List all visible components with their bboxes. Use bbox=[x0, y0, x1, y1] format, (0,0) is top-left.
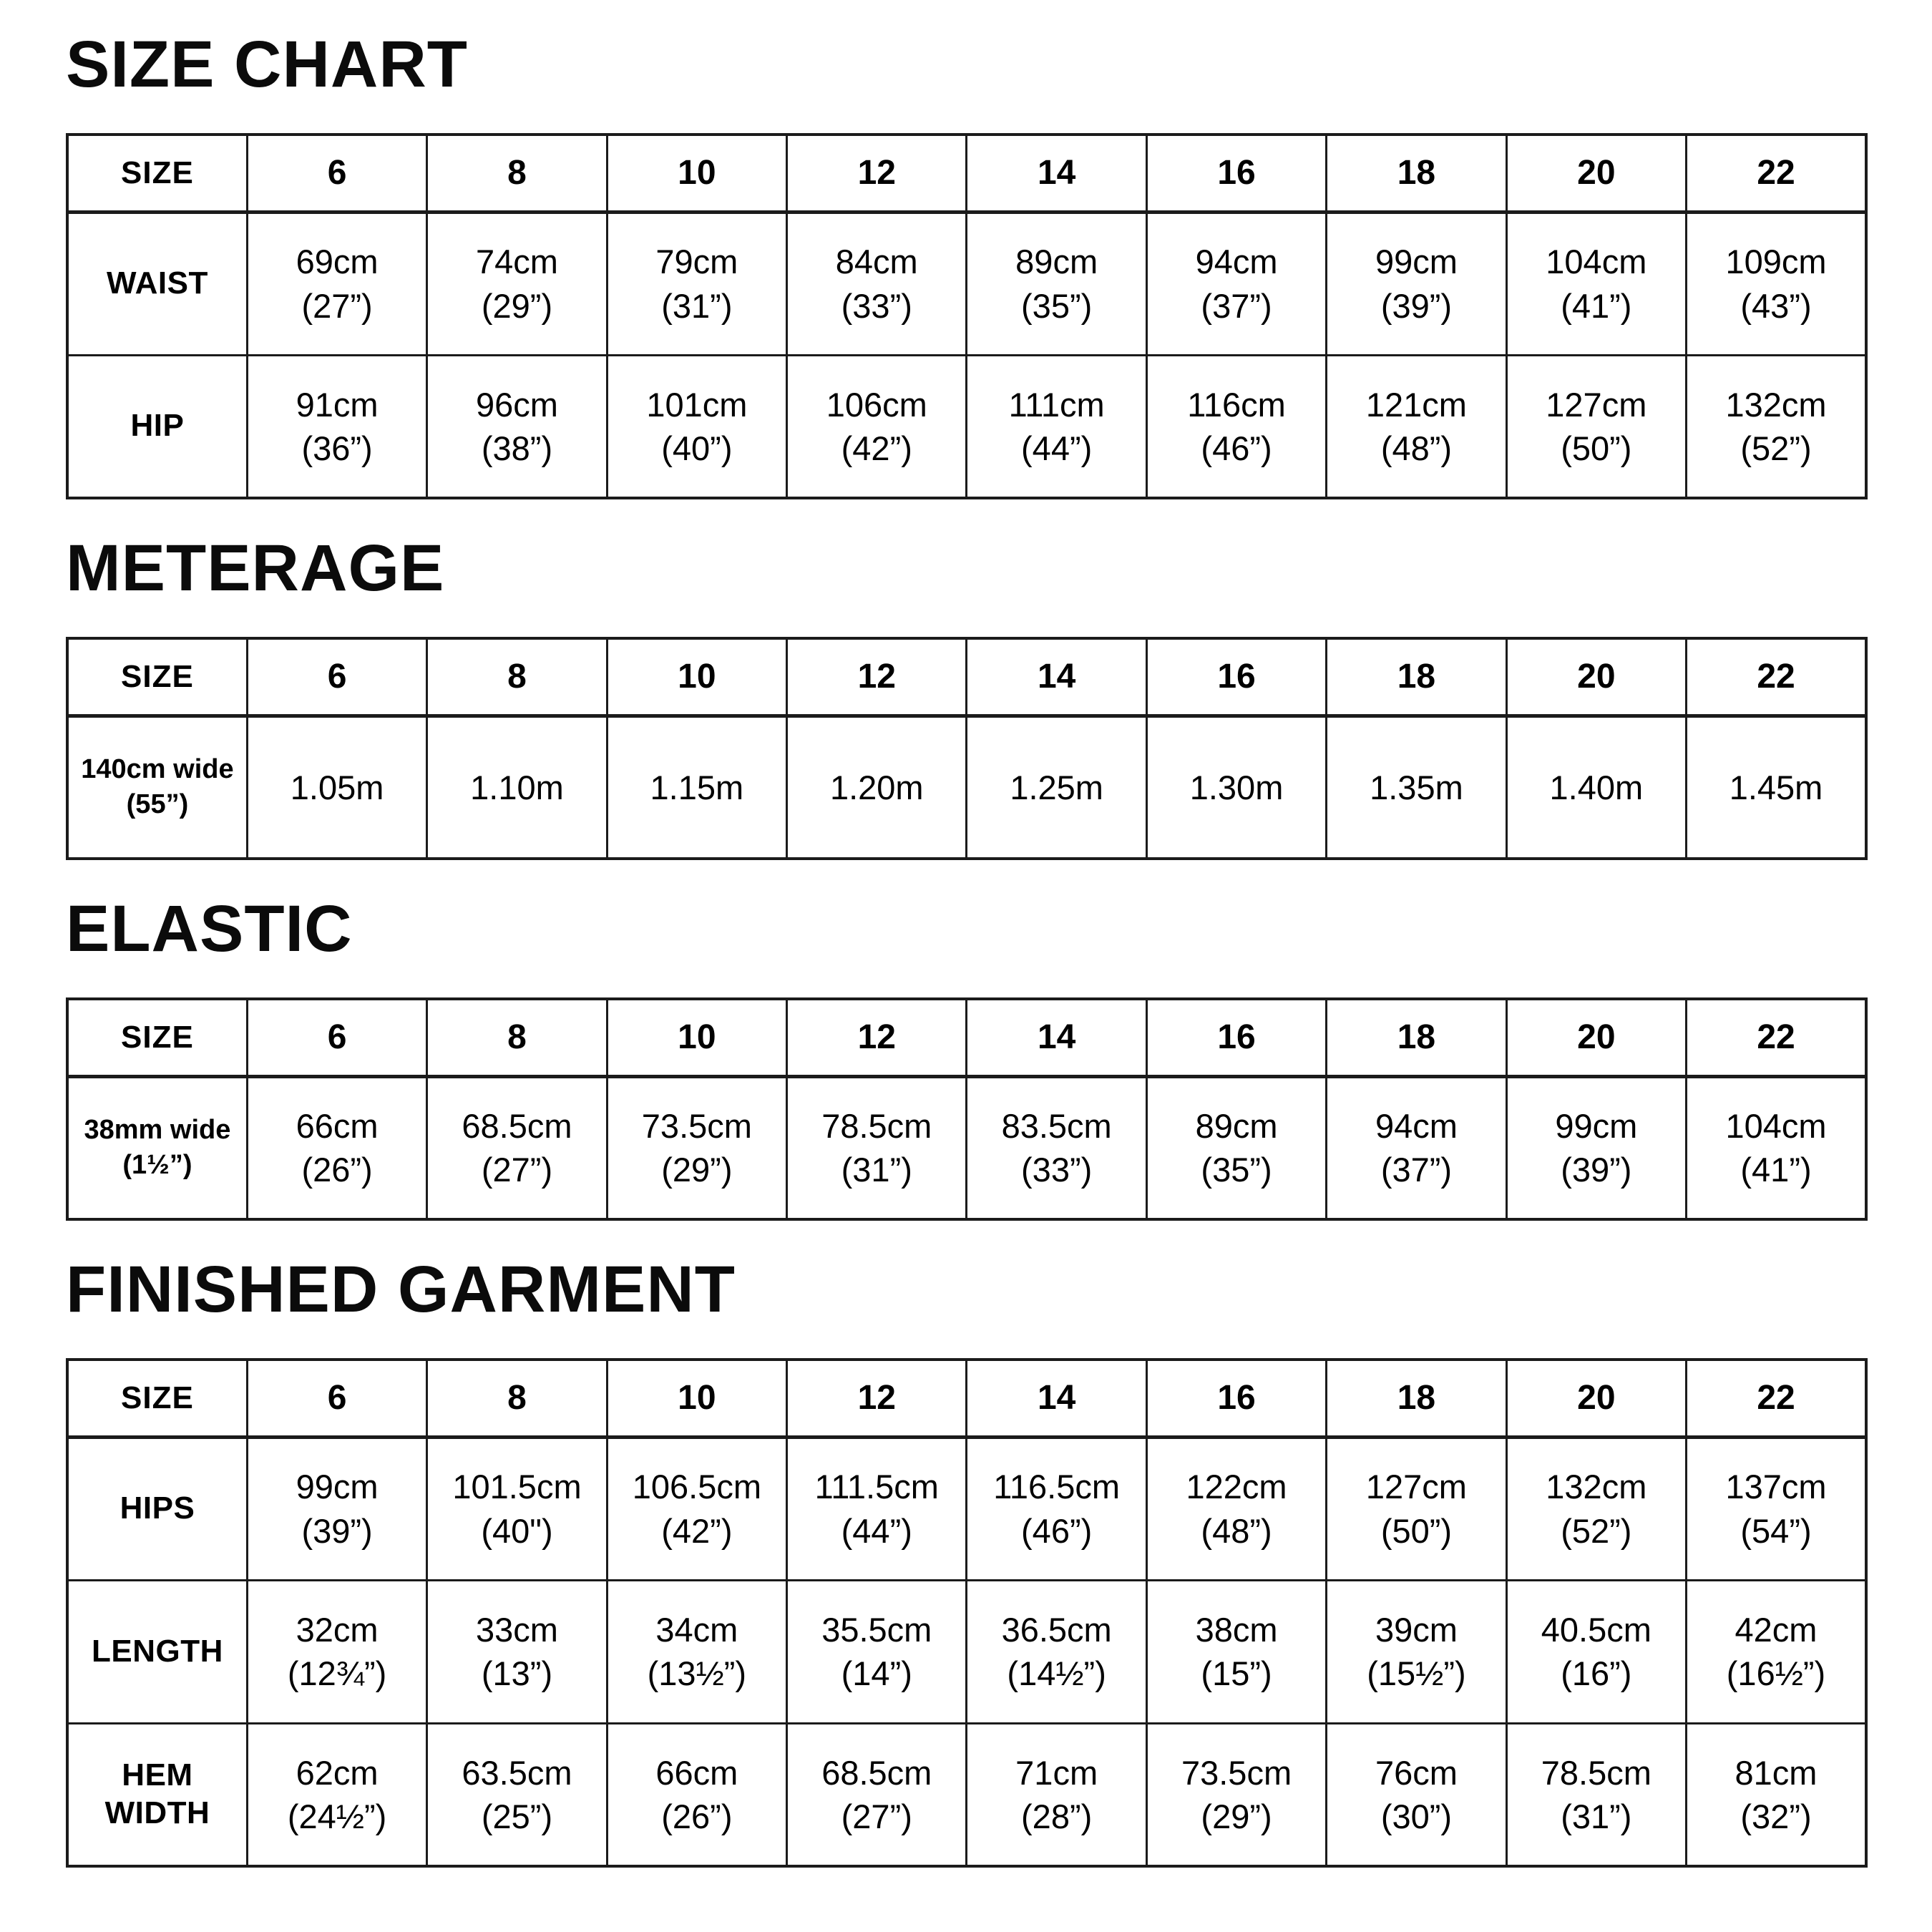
size-column-header: 16 bbox=[1146, 999, 1326, 1076]
measurement-line: 33cm bbox=[476, 1610, 558, 1649]
row-label bbox=[67, 212, 247, 355]
measurement-line: (31”) bbox=[1561, 1797, 1632, 1835]
section-title: SIZE CHART bbox=[66, 28, 468, 101]
measurement-line: (33”) bbox=[1021, 1151, 1093, 1189]
section-finished-garment bbox=[66, 1254, 1868, 1868]
measurement-line: 73.5cm bbox=[1181, 1753, 1292, 1792]
measurement-line: 116.5cm bbox=[993, 1468, 1121, 1506]
measurement-line: (39”) bbox=[1561, 1151, 1632, 1189]
measurement-line: 78.5cm bbox=[1541, 1753, 1652, 1792]
measurement-line: 78.5cm bbox=[821, 1107, 932, 1146]
measurement-line: 38cm bbox=[1195, 1610, 1278, 1649]
measurement-line: 127cm bbox=[1546, 385, 1647, 424]
measurement-line: 101cm bbox=[646, 385, 748, 424]
measurement-line: (15”) bbox=[1201, 1654, 1272, 1692]
measurement-line: 1.30m bbox=[1189, 768, 1284, 806]
measurement-line: 71cm bbox=[1015, 1753, 1098, 1792]
size-column-header: 20 bbox=[1506, 999, 1686, 1076]
size-column-header: 8 bbox=[427, 999, 607, 1076]
measurement-cell bbox=[787, 1580, 967, 1723]
measurement-line: (27”) bbox=[481, 1151, 553, 1189]
size-header-row bbox=[67, 1360, 1866, 1437]
measurement-line: (36”) bbox=[301, 429, 373, 467]
table-row bbox=[67, 212, 1866, 355]
measurement-line: 76cm bbox=[1375, 1753, 1458, 1792]
measurement-line: 69cm bbox=[296, 243, 379, 281]
size-header-label: SIZE bbox=[67, 999, 247, 1076]
section-meterage bbox=[66, 532, 1868, 860]
size-column-header: 10 bbox=[607, 999, 786, 1076]
measurement-line: (39”) bbox=[1380, 286, 1453, 325]
measurement-cell bbox=[1687, 1076, 1866, 1219]
measurement-cell bbox=[1687, 1437, 1866, 1580]
measurement-cell bbox=[607, 1723, 786, 1866]
size-column-header: 12 bbox=[787, 135, 967, 212]
table-row bbox=[67, 1580, 1866, 1723]
measurement-cell bbox=[1327, 1580, 1506, 1723]
size-column-header: 6 bbox=[247, 638, 426, 716]
measurement-cell bbox=[1506, 355, 1686, 498]
measurement-cell bbox=[787, 1437, 967, 1580]
measurement-line: (50”) bbox=[1561, 429, 1632, 467]
row-label-line: LENGTH bbox=[92, 1633, 223, 1669]
measurement-line: 99cm bbox=[1555, 1107, 1638, 1146]
measurement-cell bbox=[1687, 1580, 1866, 1723]
size-column-header: 18 bbox=[1327, 135, 1506, 212]
measurement-line: (14”) bbox=[841, 1654, 912, 1692]
measurement-line: 39cm bbox=[1375, 1610, 1458, 1649]
measurement-line: (48”) bbox=[1380, 429, 1453, 467]
size-column-header: 16 bbox=[1146, 638, 1326, 716]
row-label-line: WIDTH bbox=[104, 1795, 210, 1830]
measurement-line: (46”) bbox=[1021, 1511, 1093, 1550]
measurement-line: 40.5cm bbox=[1541, 1610, 1652, 1649]
measurement-line: (32”) bbox=[1740, 1797, 1812, 1835]
measurement-cell bbox=[1327, 1437, 1506, 1580]
table-row bbox=[67, 1723, 1866, 1866]
measurement-line: (48”) bbox=[1201, 1511, 1272, 1550]
measurement-line: 84cm bbox=[835, 243, 918, 281]
measurement-line: (25”) bbox=[481, 1797, 553, 1835]
measurement-line: (28”) bbox=[1021, 1797, 1093, 1835]
measurement-line: (38”) bbox=[481, 429, 553, 467]
measurement-line: 116cm bbox=[1187, 385, 1286, 424]
table-row bbox=[67, 1437, 1866, 1580]
size-column-header: 6 bbox=[247, 135, 426, 212]
measurement-cell bbox=[427, 1723, 607, 1866]
measurement-cell bbox=[427, 1580, 607, 1723]
measurement-line: 104cm bbox=[1725, 1107, 1827, 1146]
measurement-line: 111.5cm bbox=[814, 1468, 939, 1506]
size-table-body bbox=[67, 212, 1866, 498]
measurement-line: 101.5cm bbox=[452, 1468, 582, 1506]
measurement-line: (37”) bbox=[1201, 286, 1272, 325]
measurement-line: 94cm bbox=[1375, 1107, 1458, 1146]
size-table-body bbox=[67, 1076, 1866, 1219]
measurement-cell bbox=[607, 1076, 786, 1219]
measurement-line: 83.5cm bbox=[1001, 1107, 1112, 1146]
measurement-cell bbox=[1506, 1437, 1686, 1580]
measurement-line: (33”) bbox=[841, 286, 912, 325]
measurement-line: 68.5cm bbox=[821, 1753, 932, 1792]
measurement-cell bbox=[1506, 1580, 1686, 1723]
section-title: FINISHED GARMENT bbox=[66, 1253, 736, 1326]
measurement-cell bbox=[1327, 1076, 1506, 1219]
size-column-header: 14 bbox=[967, 638, 1146, 716]
measurement-cell bbox=[1687, 1723, 1866, 1866]
measurement-line: 1.20m bbox=[829, 768, 924, 806]
measurement-line: 63.5cm bbox=[462, 1753, 572, 1792]
size-table-body bbox=[67, 1437, 1866, 1866]
row-label-line: 140cm wide bbox=[81, 753, 234, 784]
size-header-row bbox=[67, 638, 1866, 716]
size-column-header: 14 bbox=[967, 999, 1146, 1076]
measurement-cell bbox=[967, 1723, 1146, 1866]
row-label-line: HIPS bbox=[119, 1491, 195, 1526]
size-column-header: 18 bbox=[1327, 1360, 1506, 1437]
measurement-cell bbox=[1506, 716, 1686, 859]
measurement-cell bbox=[967, 1580, 1146, 1723]
measurement-line: 35.5cm bbox=[821, 1610, 932, 1649]
size-column-header: 12 bbox=[787, 999, 967, 1076]
table-row bbox=[67, 716, 1866, 859]
row-label bbox=[67, 1580, 247, 1723]
measurement-cell bbox=[1327, 716, 1506, 859]
measurement-line: 91cm bbox=[296, 385, 379, 424]
measurement-line: (52”) bbox=[1561, 1511, 1632, 1550]
measurement-cell bbox=[247, 1723, 426, 1866]
measurement-line: (24½”) bbox=[287, 1797, 387, 1835]
measurement-cell bbox=[1327, 355, 1506, 498]
measurement-line: 62cm bbox=[296, 1753, 379, 1792]
size-column-header: 8 bbox=[427, 1360, 607, 1437]
size-column-header: 22 bbox=[1687, 1360, 1866, 1437]
measurement-line: (42”) bbox=[841, 429, 912, 467]
size-column-header: 6 bbox=[247, 999, 426, 1076]
table-row bbox=[67, 1076, 1866, 1219]
measurement-line: 66cm bbox=[296, 1107, 379, 1146]
size-column-header: 10 bbox=[607, 638, 786, 716]
measurement-cell bbox=[247, 1437, 426, 1580]
measurement-cell bbox=[967, 716, 1146, 859]
measurement-cell bbox=[427, 212, 607, 355]
measurement-cell bbox=[1146, 355, 1326, 498]
measurement-cell bbox=[1506, 1076, 1686, 1219]
row-label-line: HIP bbox=[130, 408, 185, 444]
measurement-line: (44”) bbox=[841, 1511, 912, 1550]
measurement-line: 106cm bbox=[826, 385, 927, 424]
size-table bbox=[66, 1358, 1868, 1868]
measurement-cell bbox=[1146, 1580, 1326, 1723]
measurement-cell bbox=[1146, 212, 1326, 355]
measurement-cell bbox=[247, 355, 426, 498]
measurement-line: (29”) bbox=[661, 1151, 733, 1189]
measurement-line: (42”) bbox=[661, 1511, 733, 1550]
measurement-cell bbox=[427, 716, 607, 859]
measurement-line: 32cm bbox=[296, 1610, 379, 1649]
measurement-cell bbox=[247, 212, 426, 355]
measurement-line: (39”) bbox=[301, 1511, 373, 1550]
measurement-cell bbox=[247, 1076, 426, 1219]
measurement-line: (50”) bbox=[1380, 1511, 1453, 1550]
measurement-line: 1.15m bbox=[650, 768, 744, 806]
row-label bbox=[67, 1437, 247, 1580]
measurement-line: (46”) bbox=[1201, 429, 1272, 467]
measurement-line: 89cm bbox=[1015, 243, 1098, 281]
measurement-line: 121cm bbox=[1365, 385, 1467, 424]
measurement-line: 79cm bbox=[655, 243, 738, 281]
measurement-cell bbox=[967, 1437, 1146, 1580]
size-header-label: SIZE bbox=[67, 135, 247, 212]
measurement-cell bbox=[787, 716, 967, 859]
size-column-header: 16 bbox=[1146, 135, 1326, 212]
measurement-line: (30”) bbox=[1380, 1797, 1453, 1835]
measurement-cell bbox=[1327, 212, 1506, 355]
measurement-line: 109cm bbox=[1725, 243, 1827, 281]
measurement-cell bbox=[967, 212, 1146, 355]
measurement-line: (31”) bbox=[661, 286, 733, 325]
size-table bbox=[66, 133, 1868, 499]
measurement-line: 66cm bbox=[655, 1753, 738, 1792]
measurement-cell bbox=[1327, 1723, 1506, 1866]
measurement-line: (12¾”) bbox=[287, 1654, 387, 1692]
measurement-line: (41”) bbox=[1561, 286, 1632, 325]
size-column-header: 22 bbox=[1687, 638, 1866, 716]
measurement-line: (15½”) bbox=[1367, 1654, 1466, 1692]
measurement-line: 1.45m bbox=[1729, 768, 1823, 806]
measurement-line: 68.5cm bbox=[462, 1107, 572, 1146]
size-column-header: 10 bbox=[607, 1360, 786, 1437]
size-column-header: 18 bbox=[1327, 999, 1506, 1076]
measurement-cell bbox=[1146, 1437, 1326, 1580]
size-column-header: 12 bbox=[787, 1360, 967, 1437]
measurement-line: 81cm bbox=[1735, 1753, 1818, 1792]
row-label-line: (55”) bbox=[126, 789, 189, 820]
size-table-body bbox=[67, 716, 1866, 859]
measurement-line: 42cm bbox=[1735, 1610, 1818, 1649]
measurement-line: (52”) bbox=[1740, 429, 1812, 467]
size-header-row bbox=[67, 135, 1866, 212]
section-title: METERAGE bbox=[66, 532, 445, 605]
measurement-line: (27”) bbox=[301, 286, 373, 325]
size-column-header: 8 bbox=[427, 135, 607, 212]
measurement-line: (43”) bbox=[1740, 286, 1812, 325]
measurement-line: 137cm bbox=[1725, 1468, 1827, 1506]
measurement-line: 89cm bbox=[1195, 1107, 1278, 1146]
measurement-line: 99cm bbox=[296, 1468, 379, 1506]
size-column-header: 16 bbox=[1146, 1360, 1326, 1437]
measurement-cell bbox=[1146, 716, 1326, 859]
measurement-cell bbox=[967, 1076, 1146, 1219]
size-table-head bbox=[67, 135, 1866, 212]
size-column-header: 22 bbox=[1687, 999, 1866, 1076]
measurement-line: (16”) bbox=[1561, 1654, 1632, 1692]
measurement-line: 132cm bbox=[1546, 1468, 1647, 1506]
size-table bbox=[66, 637, 1868, 860]
measurement-line: (54”) bbox=[1740, 1511, 1812, 1550]
size-table-head bbox=[67, 638, 1866, 716]
measurement-line: 1.25m bbox=[1010, 768, 1103, 806]
measurement-line: (13½”) bbox=[647, 1654, 747, 1692]
measurement-line: 104cm bbox=[1546, 243, 1647, 281]
measurement-cell bbox=[967, 355, 1146, 498]
measurement-line: 99cm bbox=[1375, 243, 1458, 281]
measurement-line: (29”) bbox=[481, 286, 553, 325]
size-column-header: 20 bbox=[1506, 135, 1686, 212]
measurement-line: (16½”) bbox=[1726, 1654, 1826, 1692]
measurement-line: (14½”) bbox=[1007, 1654, 1106, 1692]
measurement-line: 1.05m bbox=[290, 768, 384, 806]
size-header-label: SIZE bbox=[67, 638, 247, 716]
measurement-cell bbox=[427, 1076, 607, 1219]
measurement-cell bbox=[1506, 1723, 1686, 1866]
measurement-line: 1.40m bbox=[1549, 768, 1644, 806]
measurement-cell bbox=[787, 355, 967, 498]
measurement-line: 94cm bbox=[1195, 243, 1278, 281]
row-label bbox=[67, 1076, 247, 1219]
measurement-line: 1.35m bbox=[1370, 768, 1463, 806]
size-column-header: 10 bbox=[607, 135, 786, 212]
measurement-line: (35”) bbox=[1021, 286, 1093, 325]
measurement-line: (41”) bbox=[1740, 1151, 1812, 1189]
measurement-line: (13”) bbox=[481, 1654, 553, 1692]
measurement-cell bbox=[607, 212, 786, 355]
measurement-cell bbox=[787, 212, 967, 355]
row-label bbox=[67, 1723, 247, 1866]
row-label bbox=[67, 355, 247, 498]
measurement-cell bbox=[1687, 716, 1866, 859]
measurement-cell bbox=[787, 1076, 967, 1219]
size-table-head bbox=[67, 1360, 1866, 1437]
size-column-header: 18 bbox=[1327, 638, 1506, 716]
measurement-line: (29”) bbox=[1201, 1797, 1272, 1835]
measurement-cell bbox=[607, 355, 786, 498]
measurement-cell bbox=[787, 1723, 967, 1866]
measurement-cell bbox=[1687, 355, 1866, 498]
measurement-line: 106.5cm bbox=[632, 1468, 761, 1506]
measurement-line: (40”) bbox=[661, 429, 733, 467]
measurement-line: 122cm bbox=[1186, 1468, 1287, 1506]
measurement-cell bbox=[607, 1437, 786, 1580]
measurement-line: 111cm bbox=[1008, 385, 1105, 424]
measurement-line: 1.10m bbox=[470, 768, 564, 806]
measurement-line: (26”) bbox=[301, 1151, 373, 1189]
row-label bbox=[67, 716, 247, 859]
measurement-cell bbox=[1687, 212, 1866, 355]
measurement-line: (37”) bbox=[1380, 1151, 1453, 1189]
measurement-cell bbox=[247, 716, 426, 859]
size-column-header: 14 bbox=[967, 1360, 1146, 1437]
measurement-cell bbox=[1506, 212, 1686, 355]
measurement-line: (35”) bbox=[1201, 1151, 1272, 1189]
measurement-cell bbox=[607, 1580, 786, 1723]
measurement-line: (40") bbox=[481, 1511, 553, 1550]
row-label-line: WAIST bbox=[107, 265, 208, 301]
measurement-cell bbox=[607, 716, 786, 859]
size-table bbox=[66, 997, 1868, 1221]
size-header-label: SIZE bbox=[67, 1360, 247, 1437]
measurement-line: (26”) bbox=[661, 1797, 733, 1835]
measurement-cell bbox=[247, 1580, 426, 1723]
measurement-cell bbox=[1146, 1723, 1326, 1866]
measurement-cell bbox=[427, 355, 607, 498]
size-column-header: 20 bbox=[1506, 1360, 1686, 1437]
measurement-line: (31”) bbox=[841, 1151, 912, 1189]
section-size-chart bbox=[66, 29, 1868, 499]
size-column-header: 12 bbox=[787, 638, 967, 716]
measurement-line: (27”) bbox=[841, 1797, 912, 1835]
size-column-header: 6 bbox=[247, 1360, 426, 1437]
size-column-header: 14 bbox=[967, 135, 1146, 212]
measurement-cell bbox=[427, 1437, 607, 1580]
size-header-row bbox=[67, 999, 1866, 1076]
measurement-line: 36.5cm bbox=[1001, 1610, 1112, 1649]
measurement-cell bbox=[1146, 1076, 1326, 1219]
section-elastic bbox=[66, 893, 1868, 1221]
measurement-line: 73.5cm bbox=[641, 1107, 752, 1146]
measurement-line: 74cm bbox=[476, 243, 558, 281]
size-column-header: 8 bbox=[427, 638, 607, 716]
section-title: ELASTIC bbox=[66, 892, 353, 965]
measurement-line: 127cm bbox=[1365, 1468, 1467, 1506]
size-table-head bbox=[67, 999, 1866, 1076]
row-label-line: 38mm wide bbox=[84, 1114, 231, 1145]
row-label-line: HEM bbox=[122, 1757, 193, 1792]
size-column-header: 20 bbox=[1506, 638, 1686, 716]
table-row bbox=[67, 355, 1866, 498]
row-label-line: (1½”) bbox=[122, 1150, 192, 1181]
measurement-line: 34cm bbox=[655, 1610, 738, 1649]
measurement-line: 132cm bbox=[1725, 385, 1827, 424]
measurement-line: (44”) bbox=[1021, 429, 1093, 467]
measurement-line: 96cm bbox=[476, 385, 558, 424]
size-column-header: 22 bbox=[1687, 135, 1866, 212]
